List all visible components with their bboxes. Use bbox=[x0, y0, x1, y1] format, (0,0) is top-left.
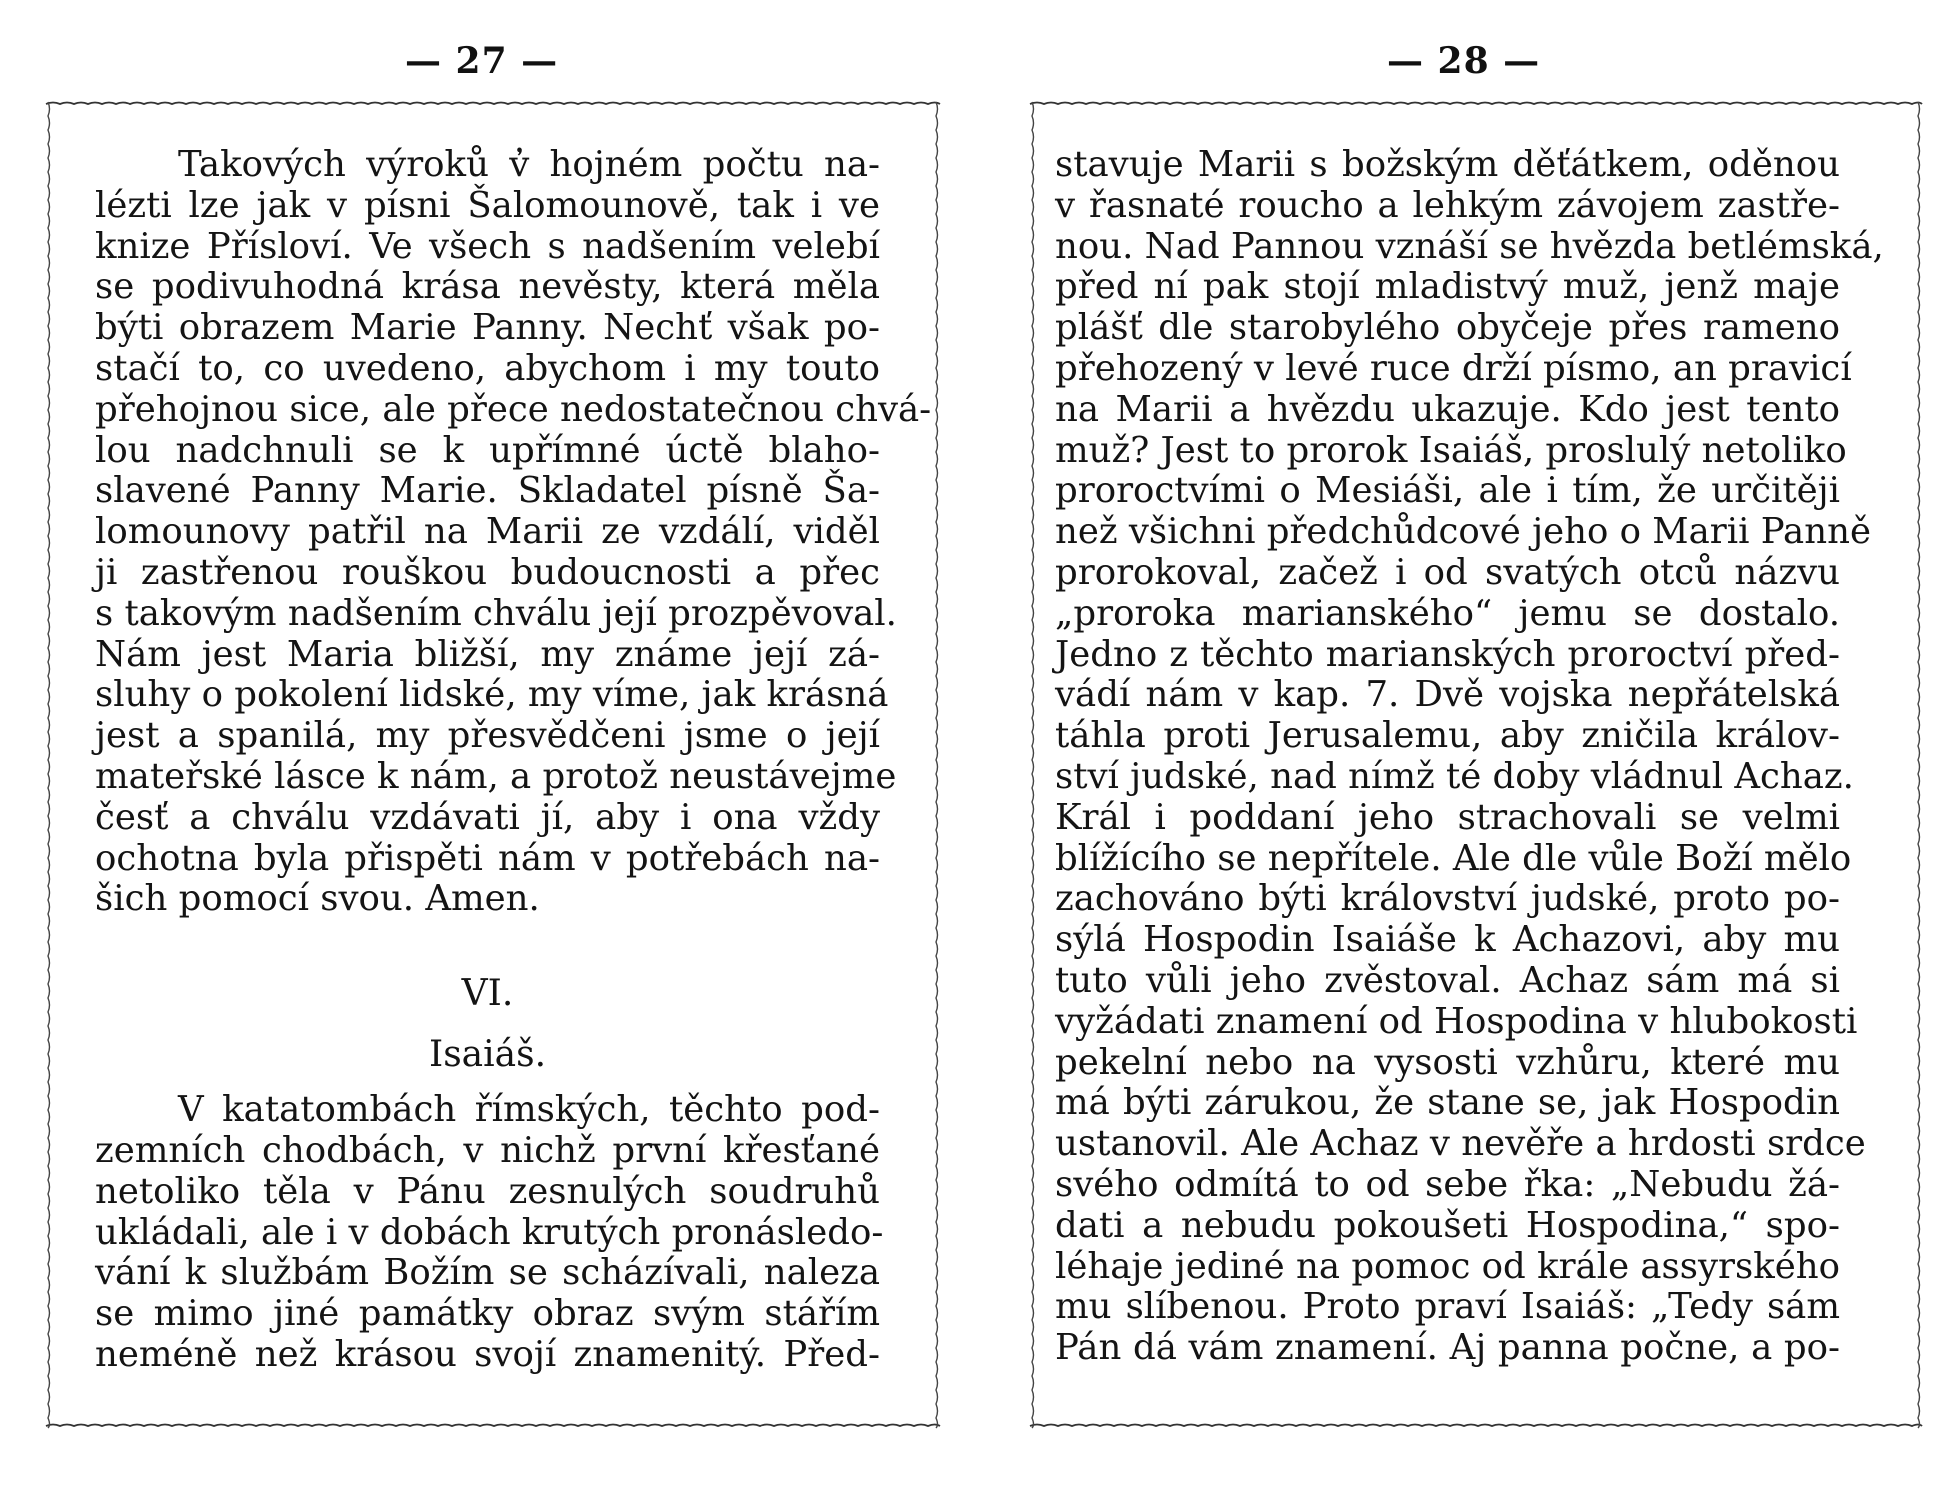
text-line: sýlá Hospodin Isaiáše k Achazovi, aby mu bbox=[1055, 919, 1840, 961]
text-line: jest a spanilá, my přesvědčeni jsme o její bbox=[95, 715, 880, 757]
text-line: zachováno býti království judské, proto po- bbox=[1055, 878, 1840, 920]
text-line: se mimo jiné památky obraz svým stářím bbox=[95, 1293, 880, 1335]
text-line: Jedno z těchto marianských proroctví před- bbox=[1055, 633, 1840, 675]
text-line: stavuje Marii s božským děťátkem, oděnou bbox=[1055, 144, 1840, 185]
text-line: ji zastřenou rouškou budoucnosti a přec bbox=[95, 551, 880, 593]
paragraph bbox=[95, 144, 932, 920]
text-line: Král i poddaní jeho strachovali se velmi bbox=[1055, 796, 1840, 838]
text-line: než všichni předchůdcové jeho o Marii Panně bbox=[1055, 511, 1871, 553]
text-line: tuto vůli jeho zvěstoval. Achaz sám má si bbox=[1055, 959, 1840, 1001]
text-line: nou. Nad Pannou vznáší se hvězda betlémská, bbox=[1055, 225, 1884, 267]
text-line: ství judské, nad nímž té doby vládnul Achaz. bbox=[1055, 755, 1854, 797]
text-line: na Marii a hvězdu ukazuje. Kdo jest tento bbox=[1055, 388, 1840, 430]
text-line: Nám jest Maria bližší, my známe její zá- bbox=[95, 633, 880, 675]
text-line: vyžádati znamení od Hospodina v hlubokosti bbox=[1055, 1000, 1858, 1042]
text-line: „proroka marianského“ jemu se dostalo. bbox=[1055, 592, 1840, 634]
text-line: lou nadchnuli se k upřímné úctě blaho- bbox=[95, 429, 880, 471]
text-line: přehojnou sice, ale přece nedostatečnou chvá- bbox=[95, 388, 932, 430]
text-line: V katatombách římských, těchto pod- bbox=[178, 1089, 880, 1131]
text-line: lomounovy patřil na Marii ze vzdálí, viděl bbox=[95, 511, 880, 553]
text-line: netoliko těla v Pánu zesnulých soudruhů bbox=[95, 1170, 880, 1212]
text-line: vání k službám Božím se scházívali, naleza bbox=[95, 1252, 880, 1294]
text-line: ustanovil. Ale Achaz v nevěře a hrdosti srdce bbox=[1055, 1123, 1866, 1165]
text-line: v řasnaté roucho a lehkým závojem zastře- bbox=[1055, 184, 1840, 226]
page-number: — 27 — bbox=[405, 40, 559, 82]
text-line: sluhy o pokolení lidské, my víme, jak krásná bbox=[95, 674, 889, 716]
chapter-number: VI. bbox=[461, 973, 514, 1015]
paragraph bbox=[95, 1089, 884, 1376]
text-line: plášť dle starobylého obyčeje přes rameno bbox=[1055, 307, 1840, 349]
text-line: se podivuhodná krása nevěsty, která měla bbox=[95, 266, 880, 308]
text-line: mu slíbenou. Proto praví Isaiáš: „Tedy sám bbox=[1055, 1286, 1840, 1328]
text-line: táhla proti Jerusalemu, aby zničila králov- bbox=[1055, 715, 1840, 757]
text-line: léhaje jediné na pomoc od krále assyrského bbox=[1055, 1245, 1840, 1287]
page-body bbox=[95, 144, 932, 1376]
text-line: slavené Panny Marie. Skladatel písně Ša- bbox=[95, 470, 880, 512]
text-line: ochotna byla přispěti nám v potřebách na- bbox=[95, 837, 880, 879]
text-line: Pán dá vám znamení. Aj panna počne, a po- bbox=[1055, 1327, 1840, 1369]
text-line: před ní pak stojí mladistvý muž, jenž maje bbox=[1055, 266, 1840, 308]
text-line: Takových výroků v̓ hojném počtu na- bbox=[178, 144, 880, 185]
text-line: pekelní nebo na vysosti vzhůru, které mu bbox=[1055, 1041, 1840, 1083]
text-line: blížícího se nepřítele. Ale dle vůle Boží mělo bbox=[1055, 837, 1852, 879]
text-line: šich pomocí svou. Amen. bbox=[95, 878, 540, 920]
text-line: s takovým nadšením chválu její prozpěvoval. bbox=[95, 592, 897, 634]
text-line: vádí nám v kap. 7. Dvě vojska nepřátelská bbox=[1055, 674, 1840, 716]
text-line: lézti lze jak v písni Šalomounově, tak i ve bbox=[95, 184, 880, 226]
text-line: ukládali, ale i v dobách krutých pronásledo- bbox=[95, 1211, 884, 1253]
paragraph bbox=[1055, 144, 1884, 1369]
text-line: má býti zárukou, že stane se, jak Hospodin bbox=[1055, 1082, 1840, 1124]
chapter-title: Isaiáš. bbox=[428, 1034, 547, 1076]
text-line: neméně než krásou svojí znamenitý. Před- bbox=[95, 1333, 880, 1375]
text-line: proroctvími o Mesiáši, ale i tím, že určitěji bbox=[1055, 470, 1840, 512]
text-line: dati a nebudu pokoušeti Hospodina,“ spo- bbox=[1055, 1204, 1840, 1246]
text-line: býti obrazem Marie Panny. Nechť však po- bbox=[95, 307, 880, 349]
page-number: — 28 — bbox=[1387, 40, 1541, 82]
text-line: česť a chválu vzdávati jí, aby i ona vždy bbox=[95, 796, 880, 838]
text-line: prorokoval, začež i od svatých otců názvu bbox=[1055, 551, 1840, 593]
page-body bbox=[1055, 144, 1884, 1369]
text-line: knize Přísloví. Ve všech s nadšením velebí bbox=[95, 225, 880, 267]
text-line: svého odmítá to od sebe řka: „Nebudu žá- bbox=[1055, 1163, 1840, 1205]
text-line: přehozený v levé ruce drží písmo, an pravicí bbox=[1055, 347, 1852, 389]
text-line: stačí to, co uvedeno, abychom i my touto bbox=[95, 347, 880, 389]
text-line: mateřské lásce k nám, a protož neustávejme bbox=[95, 755, 897, 797]
text-line: muž? Jest to prorok Isaiáš, proslulý netoliko bbox=[1055, 429, 1847, 471]
right-page bbox=[977, 0, 1954, 1500]
text-line: zemních chodbách, v nichž první křesťané bbox=[95, 1129, 880, 1171]
